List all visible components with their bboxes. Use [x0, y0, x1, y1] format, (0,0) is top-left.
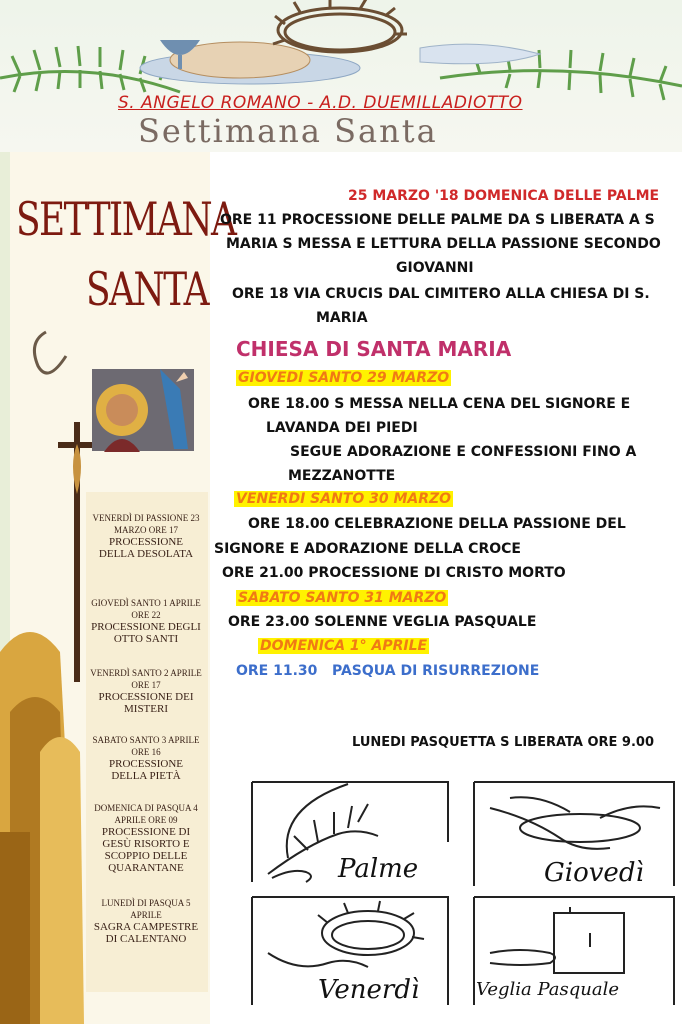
- poster-title-line1: SETTIMANA: [16, 192, 236, 246]
- palm-sunday-line: MARIA: [316, 310, 368, 326]
- saturday-label: SABATO SANTO 31 MARZO: [238, 590, 447, 606]
- thursday-label: GIOVEDI SANTO 29 MARZO: [238, 370, 450, 386]
- program-item: [90, 667, 202, 715]
- veglia-illustration: [470, 893, 678, 1009]
- program-item: [90, 897, 202, 945]
- saturday-line: ORE 23.00 SOLENNE VEGLIA PASQUALE: [228, 614, 537, 630]
- program-event: SAGRA CAMPESTRE DI CALENTANO: [93, 921, 199, 945]
- palm-sunday-line: ORE 18 VIA CRUCIS DAL CIMITERO ALLA CHIESA DI S.: [232, 286, 650, 302]
- palm-sunday-line: GIOVANNI: [396, 260, 474, 276]
- program-item: [90, 512, 202, 560]
- program-day: VENERDÌ DI PASSIONE 23 MARZO ORE 17: [92, 513, 200, 535]
- program-item: [90, 597, 202, 645]
- program-day: LUNEDÌ DI PASQUA 5 APRILE: [101, 898, 191, 920]
- thursday-line: MEZZANOTTE: [288, 468, 396, 484]
- program-event: PROCESSIONE DELLA DESOLATA: [98, 536, 194, 560]
- crown-of-thorns-icon: [273, 0, 407, 52]
- palme-illustration: [248, 778, 454, 890]
- program-event: PROCESSIONE DEI MISTERI: [98, 691, 194, 715]
- header-title: Settimana Santa: [138, 112, 438, 150]
- crowd-figures-icon: [0, 632, 84, 1024]
- program-item: [90, 734, 202, 782]
- friday-line: ORE 21.00 PROCESSIONE DI CRISTO MORTO: [222, 565, 566, 581]
- christ-mosaic-image: [92, 369, 194, 452]
- sunday-label: DOMENICA 1° APRILE: [260, 638, 428, 654]
- cloth-icon: [420, 44, 540, 64]
- palm-sunday-line: MARIA S MESSA E LETTURA DELLA PASSIONE SECONDO: [226, 236, 661, 252]
- header-subtitle: S. ANGELO ROMANO - A.D. DUEMILLADIOTTO: [118, 93, 523, 113]
- program-event: PROCESSIONE DELLA PIETÀ: [109, 758, 183, 782]
- church-title: CHIESA DI SANTA MARIA: [236, 337, 512, 361]
- friday-label: VENERDI SANTO 30 MARZO: [236, 491, 452, 507]
- program-event: PROCESSIONE DEGLI OTTO SANTI: [91, 621, 201, 645]
- monday-note: LUNEDI PASQUETTA S LIBERATA ORE 9.00: [352, 735, 654, 750]
- program-item: [90, 802, 202, 874]
- venerdi-illustration: [248, 893, 454, 1009]
- program-day: VENERDÌ SANTO 2 APRILE ORE 17: [90, 668, 202, 690]
- thursday-line: LAVANDA DEI PIEDI: [266, 420, 418, 436]
- venerdi-caption: Venerdì: [318, 975, 420, 1005]
- sunday-time: ORE 11.30: [236, 663, 318, 679]
- friday-line: SIGNORE E ADORAZIONE DELLA CROCE: [214, 541, 521, 557]
- program-day: DOMENICA DI PASQUA 4 APRILE ORE 09: [94, 803, 198, 825]
- palm-sunday-line: ORE 11 PROCESSIONE DELLE PALME DA S LIBERATA A S: [220, 212, 655, 228]
- swash-icon: [34, 332, 66, 373]
- veglia-caption: Veglia Pasquale: [476, 979, 620, 1000]
- friday-line: ORE 18.00 CELEBRAZIONE DELLA PASSIONE DEL: [248, 516, 626, 532]
- thursday-line: ORE 18.00 S MESSA NELLA CENA DEL SIGNORE E: [248, 396, 631, 412]
- giovedi-caption: Giovedì: [544, 858, 644, 888]
- program-day: SABATO SANTO 3 APRILE ORE 16: [92, 735, 200, 757]
- program-day: GIOVEDÌ SANTO 1 APRILE ORE 22: [91, 598, 201, 620]
- palme-caption: Palme: [338, 854, 419, 884]
- poster-panel: [0, 152, 236, 1024]
- header-banner: [0, 0, 682, 152]
- program-event: PROCESSIONE DI GESÙ RISORTO E SCOPPIO DELLE QUARANTANE: [101, 826, 191, 874]
- giovedi-illustration: [470, 778, 678, 890]
- thursday-line: SEGUE ADORAZIONE E CONFESSIONI FINO A: [290, 444, 637, 460]
- palm-sunday-heading: 25 MARZO '18 DOMENICA DELLE PALME: [348, 188, 660, 204]
- poster-title-line2: SANTA: [86, 262, 208, 316]
- sunday-event: PASQUA DI RISURREZIONE: [332, 663, 540, 679]
